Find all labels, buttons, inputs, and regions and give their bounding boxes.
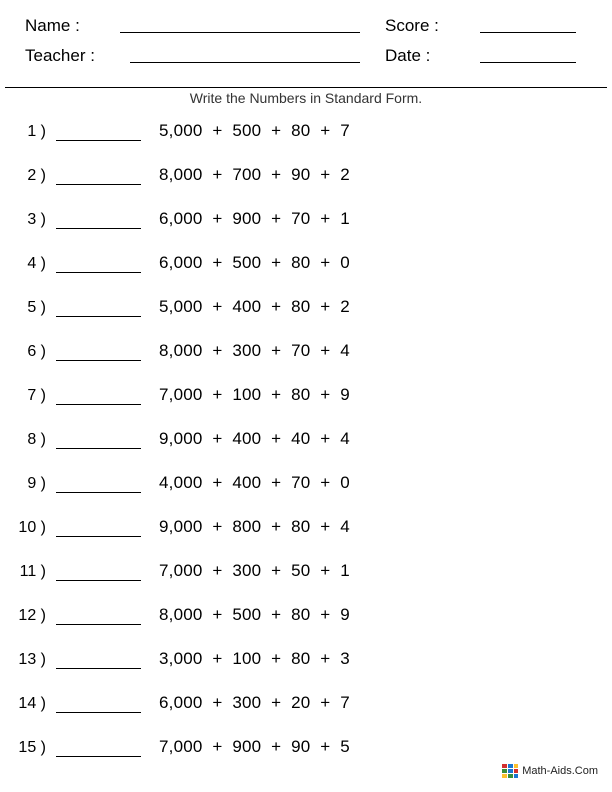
brand-text: Math-Aids.Com bbox=[522, 765, 598, 777]
problem-number: 13 ) bbox=[18, 651, 46, 668]
teacher-field[interactable] bbox=[130, 62, 360, 63]
problem-number: 5 ) bbox=[27, 299, 46, 316]
problem-row bbox=[0, 514, 612, 558]
logo-cell bbox=[502, 769, 507, 773]
problem-expression: 6,000 + 900 + 70 + 1 bbox=[159, 209, 350, 228]
problem-list bbox=[0, 118, 612, 778]
problem-number: 2 ) bbox=[27, 167, 46, 184]
answer-blank[interactable] bbox=[56, 184, 141, 185]
answer-blank[interactable] bbox=[56, 624, 141, 625]
problem-expression: 6,000 + 500 + 80 + 0 bbox=[159, 253, 350, 272]
problem-number: 1 ) bbox=[27, 123, 46, 140]
score-field[interactable] bbox=[480, 32, 576, 33]
problem-row bbox=[0, 338, 612, 382]
problem-number: 3 ) bbox=[27, 211, 46, 228]
logo-cell bbox=[514, 774, 519, 778]
name-label: Name : bbox=[25, 16, 80, 35]
answer-blank[interactable] bbox=[56, 140, 141, 141]
answer-blank[interactable] bbox=[56, 360, 141, 361]
problem-expression: 9,000 + 800 + 80 + 4 bbox=[159, 517, 350, 536]
answer-blank[interactable] bbox=[56, 492, 141, 493]
logo-cell bbox=[508, 769, 513, 773]
problem-row bbox=[0, 206, 612, 250]
score-label: Score : bbox=[385, 16, 439, 35]
problem-row bbox=[0, 646, 612, 690]
problem-expression: 7,000 + 100 + 80 + 9 bbox=[159, 385, 350, 404]
logo-cell bbox=[508, 764, 513, 768]
footer-brand bbox=[502, 764, 598, 778]
problem-expression: 7,000 + 900 + 90 + 5 bbox=[159, 737, 350, 756]
problem-expression: 5,000 + 500 + 80 + 7 bbox=[159, 121, 350, 140]
logo-cell bbox=[502, 774, 507, 778]
problem-row bbox=[0, 162, 612, 206]
teacher-label: Teacher : bbox=[25, 46, 95, 65]
problem-number: 6 ) bbox=[27, 343, 46, 360]
problem-number: 10 ) bbox=[18, 519, 46, 536]
answer-blank[interactable] bbox=[56, 756, 141, 757]
problem-number: 9 ) bbox=[27, 475, 46, 492]
logo-cell bbox=[514, 764, 519, 768]
problem-expression: 4,000 + 400 + 70 + 0 bbox=[159, 473, 350, 492]
math-aids-logo-icon bbox=[502, 764, 518, 778]
name-field[interactable] bbox=[120, 32, 360, 33]
problem-row bbox=[0, 602, 612, 646]
problem-number: 15 ) bbox=[18, 739, 46, 756]
answer-blank[interactable] bbox=[56, 536, 141, 537]
problem-row bbox=[0, 250, 612, 294]
answer-blank[interactable] bbox=[56, 404, 141, 405]
header-divider bbox=[5, 87, 607, 88]
problem-expression: 3,000 + 100 + 80 + 3 bbox=[159, 649, 350, 668]
problem-row bbox=[0, 294, 612, 338]
problem-number: 7 ) bbox=[27, 387, 46, 404]
problem-row bbox=[0, 426, 612, 470]
problem-row bbox=[0, 118, 612, 162]
answer-blank[interactable] bbox=[56, 668, 141, 669]
problem-number: 12 ) bbox=[18, 607, 46, 624]
problem-expression: 8,000 + 300 + 70 + 4 bbox=[159, 341, 350, 360]
answer-blank[interactable] bbox=[56, 580, 141, 581]
date-field[interactable] bbox=[480, 62, 576, 63]
problem-expression: 5,000 + 400 + 80 + 2 bbox=[159, 297, 350, 316]
logo-cell bbox=[508, 774, 513, 778]
date-label: Date : bbox=[385, 46, 431, 65]
problem-expression: 6,000 + 300 + 20 + 7 bbox=[159, 693, 350, 712]
problem-row bbox=[0, 558, 612, 602]
instructions: Write the Numbers in Standard Form. bbox=[189, 90, 423, 106]
problem-number: 4 ) bbox=[27, 255, 46, 272]
answer-blank[interactable] bbox=[56, 228, 141, 229]
problem-number: 8 ) bbox=[27, 431, 46, 448]
problem-expression: 8,000 + 700 + 90 + 2 bbox=[159, 165, 350, 184]
problem-number: 11 ) bbox=[19, 563, 46, 580]
problem-row bbox=[0, 470, 612, 514]
problem-expression: 9,000 + 400 + 40 + 4 bbox=[159, 429, 350, 448]
problem-expression: 8,000 + 500 + 80 + 9 bbox=[159, 605, 350, 624]
answer-blank[interactable] bbox=[56, 316, 141, 317]
problem-row bbox=[0, 690, 612, 734]
logo-cell bbox=[514, 769, 519, 773]
answer-blank[interactable] bbox=[56, 712, 141, 713]
answer-blank[interactable] bbox=[56, 272, 141, 273]
problem-row bbox=[0, 382, 612, 426]
answer-blank[interactable] bbox=[56, 448, 141, 449]
problem-number: 14 ) bbox=[18, 695, 46, 712]
problem-expression: 7,000 + 300 + 50 + 1 bbox=[159, 561, 350, 580]
logo-cell bbox=[502, 764, 507, 768]
